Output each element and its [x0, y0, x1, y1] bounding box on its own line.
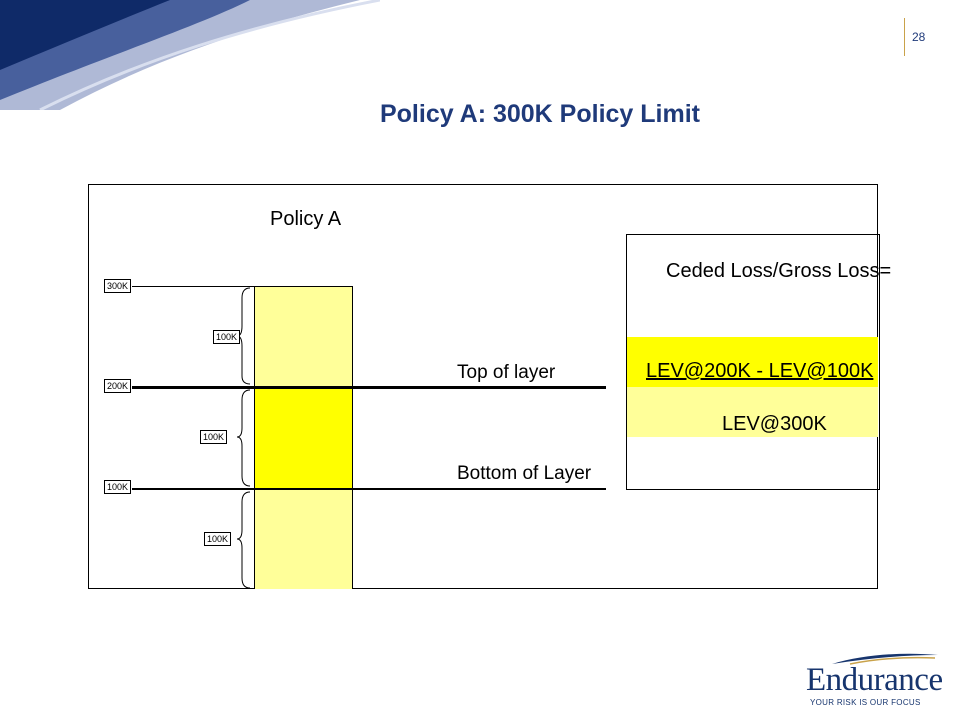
segment-tag-middle: 100K [200, 430, 227, 444]
logo-tagline: YOUR RISK IS OUR FOCUS [810, 698, 921, 707]
endurance-logo: Endurance [806, 662, 943, 698]
segment-tag-upper: 100K [213, 330, 240, 344]
brace-lower [237, 492, 250, 588]
ratio-label: Ceded Loss/Gross Loss= [666, 260, 892, 282]
bottom-of-layer-label: Bottom of Layer [457, 463, 592, 484]
top-of-layer-line [132, 386, 606, 389]
policy-column-upper [254, 286, 353, 388]
formula-denominator: LEV@300K [722, 413, 827, 435]
header-swoosh [0, 0, 380, 110]
brace-middle [237, 390, 250, 486]
page-number: 28 [912, 30, 926, 44]
layer-band [254, 388, 353, 489]
tick-300k: 300K [104, 279, 131, 293]
tick-100k: 100K [104, 480, 131, 494]
bottom-of-layer-line [132, 488, 606, 490]
policy-label: Policy A [270, 208, 342, 230]
tick-200k: 200K [104, 379, 131, 393]
page-number-divider [904, 18, 905, 56]
slide-title: Policy A: 300K Policy Limit [379, 100, 700, 128]
policy-column-lower [254, 489, 353, 589]
top-of-layer-label: Top of layer [457, 362, 556, 383]
formula-numerator: LEV@200K - LEV@100K [646, 360, 874, 382]
segment-tag-lower: 100K [204, 532, 231, 546]
